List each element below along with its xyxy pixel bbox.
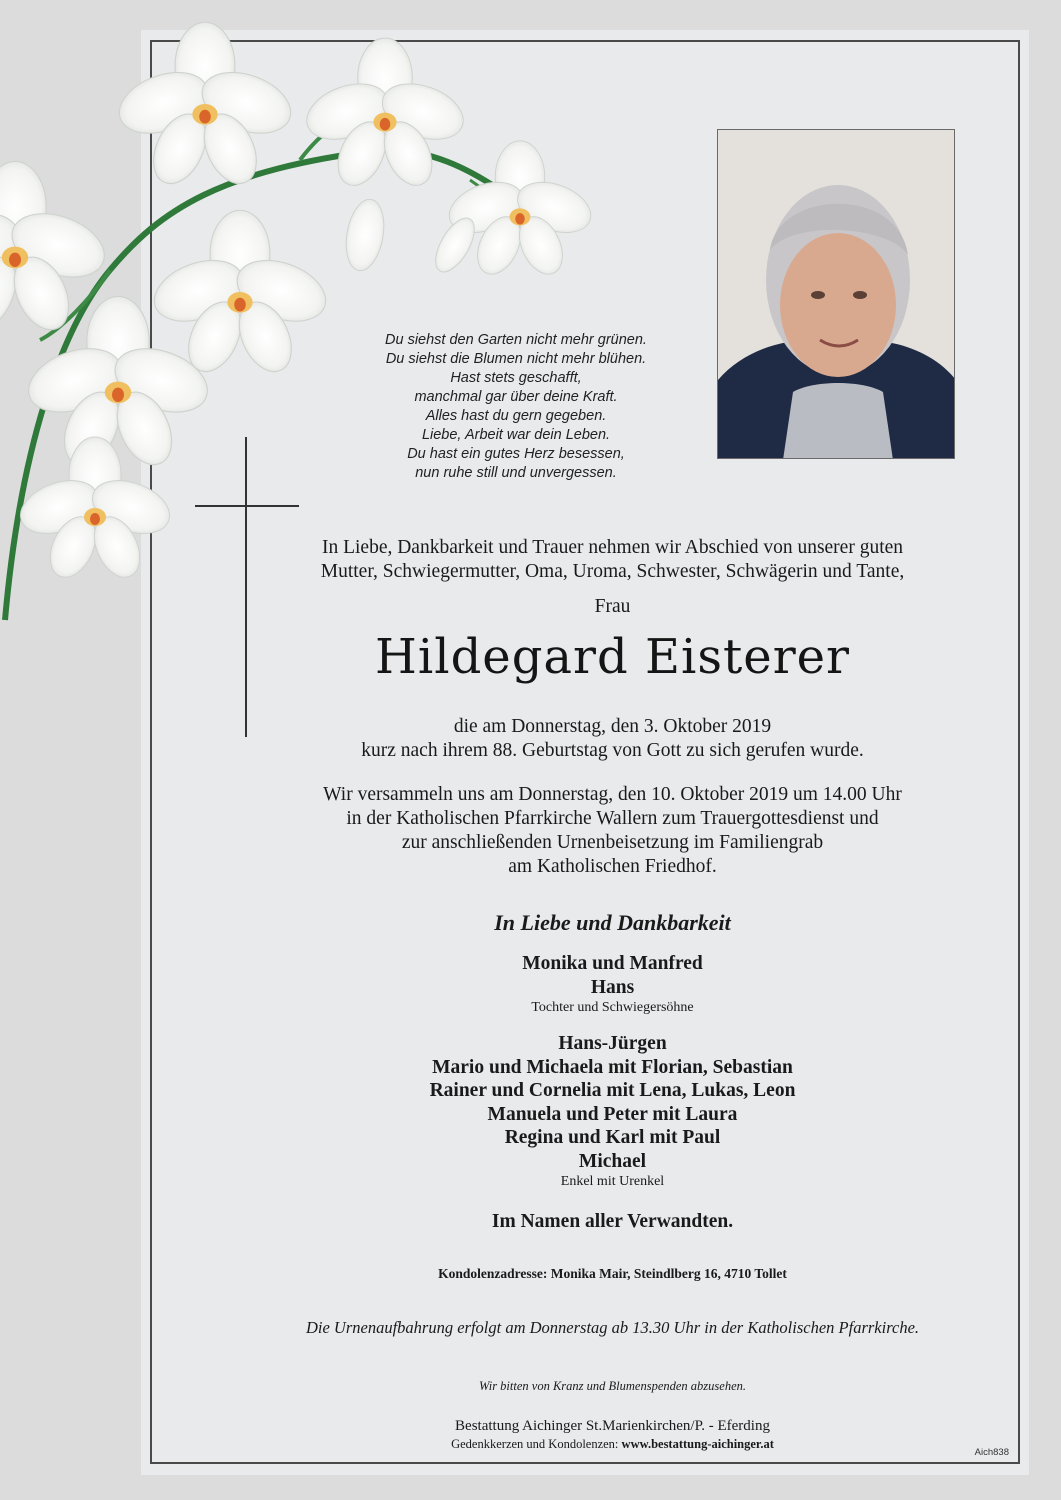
- orchid-bloom: [299, 38, 471, 193]
- mourner-name: Michael: [578, 1150, 647, 1172]
- relation-caption: Tochter und Schwiegersöhne: [531, 1000, 694, 1015]
- poem-line: Liebe, Arbeit war dein Leben.: [421, 427, 611, 443]
- website-link[interactable]: www.bestattung-aichinger.at: [621, 1437, 774, 1451]
- cross-icon-vertical: [245, 437, 247, 737]
- death-line: kurz nach ihrem 88. Geburtstag von Gott zu sich gerufen wurde.: [361, 740, 864, 761]
- intro-line: Mutter, Schwiegermutter, Oma, Uroma, Schwester, Schwägerin und Tante,: [320, 561, 905, 582]
- poem-line: Hast stets geschafft,: [450, 370, 582, 386]
- service-line: zur anschließenden Urnenbeisetzung im Familiengrab: [401, 832, 824, 853]
- service-line: in der Katholischen Pfarrkirche Wallern zum Trauergottesdienst und: [346, 808, 879, 829]
- funeral-home-name: Bestattung Aichinger St.Marienkirchen/P. - Eferding: [455, 1418, 770, 1434]
- intro-line: In Liebe, Dankbarkeit und Trauer nehmen wir Abschied von unserer guten: [321, 537, 904, 558]
- children-group: [190, 952, 1035, 1017]
- orchid-bloom: [111, 22, 299, 192]
- funeral-home-contact: [190, 1437, 1035, 1452]
- cross-icon-horizontal: [195, 505, 299, 507]
- salutation: Frau: [594, 596, 631, 617]
- death-notice: [190, 715, 1035, 763]
- mourner-name: Manuela und Peter mit Laura: [487, 1103, 738, 1125]
- contact-label: Gedenkkerzen und Kondolenzen:: [451, 1437, 619, 1451]
- condolence-address: Kondolenzadresse: Monika Mair, Steindlberg 16, 4710 Tollet: [438, 1266, 787, 1281]
- deceased-name: Hildegard Eisterer: [375, 629, 850, 685]
- mourner-name: Hans: [590, 976, 635, 998]
- death-line: die am Donnerstag, den 3. Oktober 2019: [453, 716, 772, 737]
- service-info: [190, 783, 1035, 879]
- portrait-photo: [717, 129, 955, 459]
- portrait-image: [718, 130, 955, 459]
- poem-line: Du siehst die Blumen nicht mehr blühen.: [385, 351, 647, 367]
- mourner-name: Regina und Karl mit Paul: [504, 1127, 721, 1148]
- mourner-name: Monika und Manfred: [522, 953, 703, 974]
- urn-viewing-note: Die Urnenaufbahrung erfolgt am Donnerstag ab 13.30 Uhr in der Katholischen Pfarrkirche.: [305, 1318, 920, 1337]
- relatives-line: Im Namen aller Verwandten.: [491, 1211, 734, 1232]
- relation-caption: Enkel mit Urenkel: [560, 1174, 665, 1189]
- donation-note: Wir bitten von Kranz und Blumenspenden abzusehen.: [479, 1379, 746, 1393]
- mourner-name: Mario und Michaela mit Florian, Sebastian: [432, 1056, 793, 1078]
- service-line: Wir versammeln uns am Donnerstag, den 10. Oktober 2019 um 14.00 Uhr: [323, 784, 902, 805]
- intro-text: [190, 536, 1035, 584]
- orchid-bloom: [442, 141, 597, 281]
- mourner-name: Hans-Jürgen: [558, 1033, 667, 1054]
- poem-line: manchmal gar über deine Kraft.: [414, 389, 618, 405]
- document-code: Aich838: [974, 1447, 1009, 1458]
- poem-line: nun ruhe still und unvergessen.: [415, 465, 617, 481]
- memorial-poem: [340, 331, 692, 483]
- mourners-heading: In Liebe und Dankbarkeit: [494, 910, 731, 935]
- poem-line: Du siehst den Garten nicht mehr grünen.: [385, 332, 647, 348]
- grandchildren-group: [190, 1032, 1035, 1191]
- poem-line: Du hast ein gutes Herz besessen,: [407, 446, 625, 462]
- poem-line: Alles hast du gern gegeben.: [425, 408, 607, 424]
- service-line: am Katholischen Friedhof.: [508, 856, 717, 877]
- mourner-name: Rainer und Cornelia mit Lena, Lukas, Leon: [429, 1080, 796, 1101]
